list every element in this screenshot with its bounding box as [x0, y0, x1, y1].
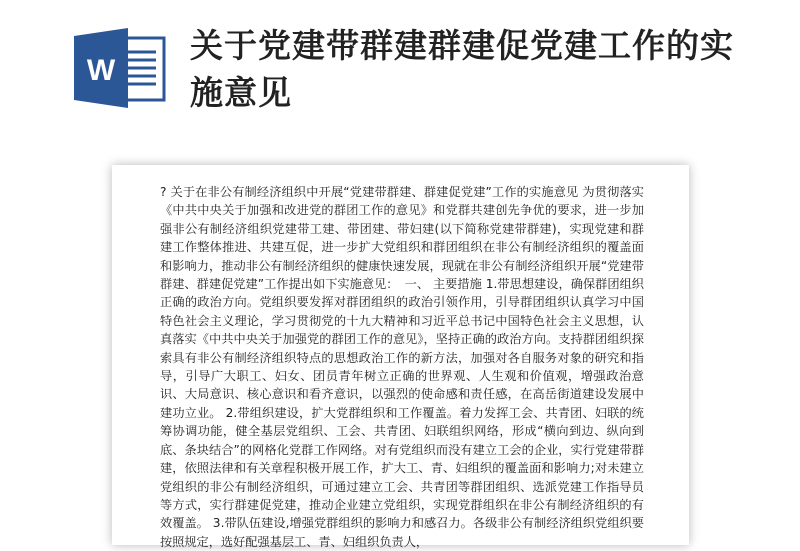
- document-body-text: ? 关于在非公有制经济组织中开展“党建带群建、群建促党建”工作的实施意见 为贯彻落实《中共中央关于加强和改进党的群团工作的意见》和党群共建创先争优的要求，进一步加强非公有制经济组织党建带工建、带团建、带妇建(以下简称党建带群建)，实现党建和群建工作整体推进、共建互促，进一步扩大党组织和群团组织在非公有制经济组织的覆盖面和影响力，推动非公有制经济组织的健康快速发展，现就在非公有制经济组织开展“党建带群建、群建促党建”工作提出如下实施意见： 一、 主要措施 1.带思想建设，确保群团组织正确的政治方向。党组织要发挥对群团组织的政治引领作用，引导群团组织认真学习中国特色社会主义理论，学习贯彻党的十九大精神和习近平总书记中国特色社会主义思想，认真落实《中共中央关于加强党的群团工作的意见》，坚持正确的政治方向。支持群团组织探索具有非公有制经济组织特点的思想政治工作的新方法，加强对各自服务对象的研究和指导，引导广大职工、妇女、团员青年树立正确的世界观、人生观和价值观，增强政治意识、大局意识、核心意识和看齐意识，以强烈的使命感和责任感，在高岳街道建设发展中建功立业。 2.带组织建设，扩大党群组织和工作覆盖。着力发挥工会、共青团、妇联的统筹协调功能，健全基层党组织、工会、共青团、妇联组织网络，形成“横向到边、纵向到底、条块结合”的网格化党群工作网络。对有党组织而没有建立工会的企业，实行党建带群建，依照法律和有关章程积极开展工作，扩大工、青、妇组织的覆盖面和影响力;对未建立党组织的非公有制经济组织，可通过建立工会、共青团等群团组织、选派党建工作指导员等方式，实行群建促党建，推动企业建立党组织，实现党群组织在非公有制经济组织的有效覆盖。 3.带队伍建设,增强党群组织的影响力和感召力。各级非公有制经济组织党组织要按照规定，选好配强基层工、青、妇组织负责人，: [160, 185, 644, 549]
- word-letter: W: [86, 54, 116, 87]
- word-document-icon: [72, 28, 168, 108]
- document-header: [0, 0, 800, 160]
- document-page: [112, 165, 689, 549]
- page-title: 关于党建带群建群建促党建工作的实施意见: [190, 26, 734, 112]
